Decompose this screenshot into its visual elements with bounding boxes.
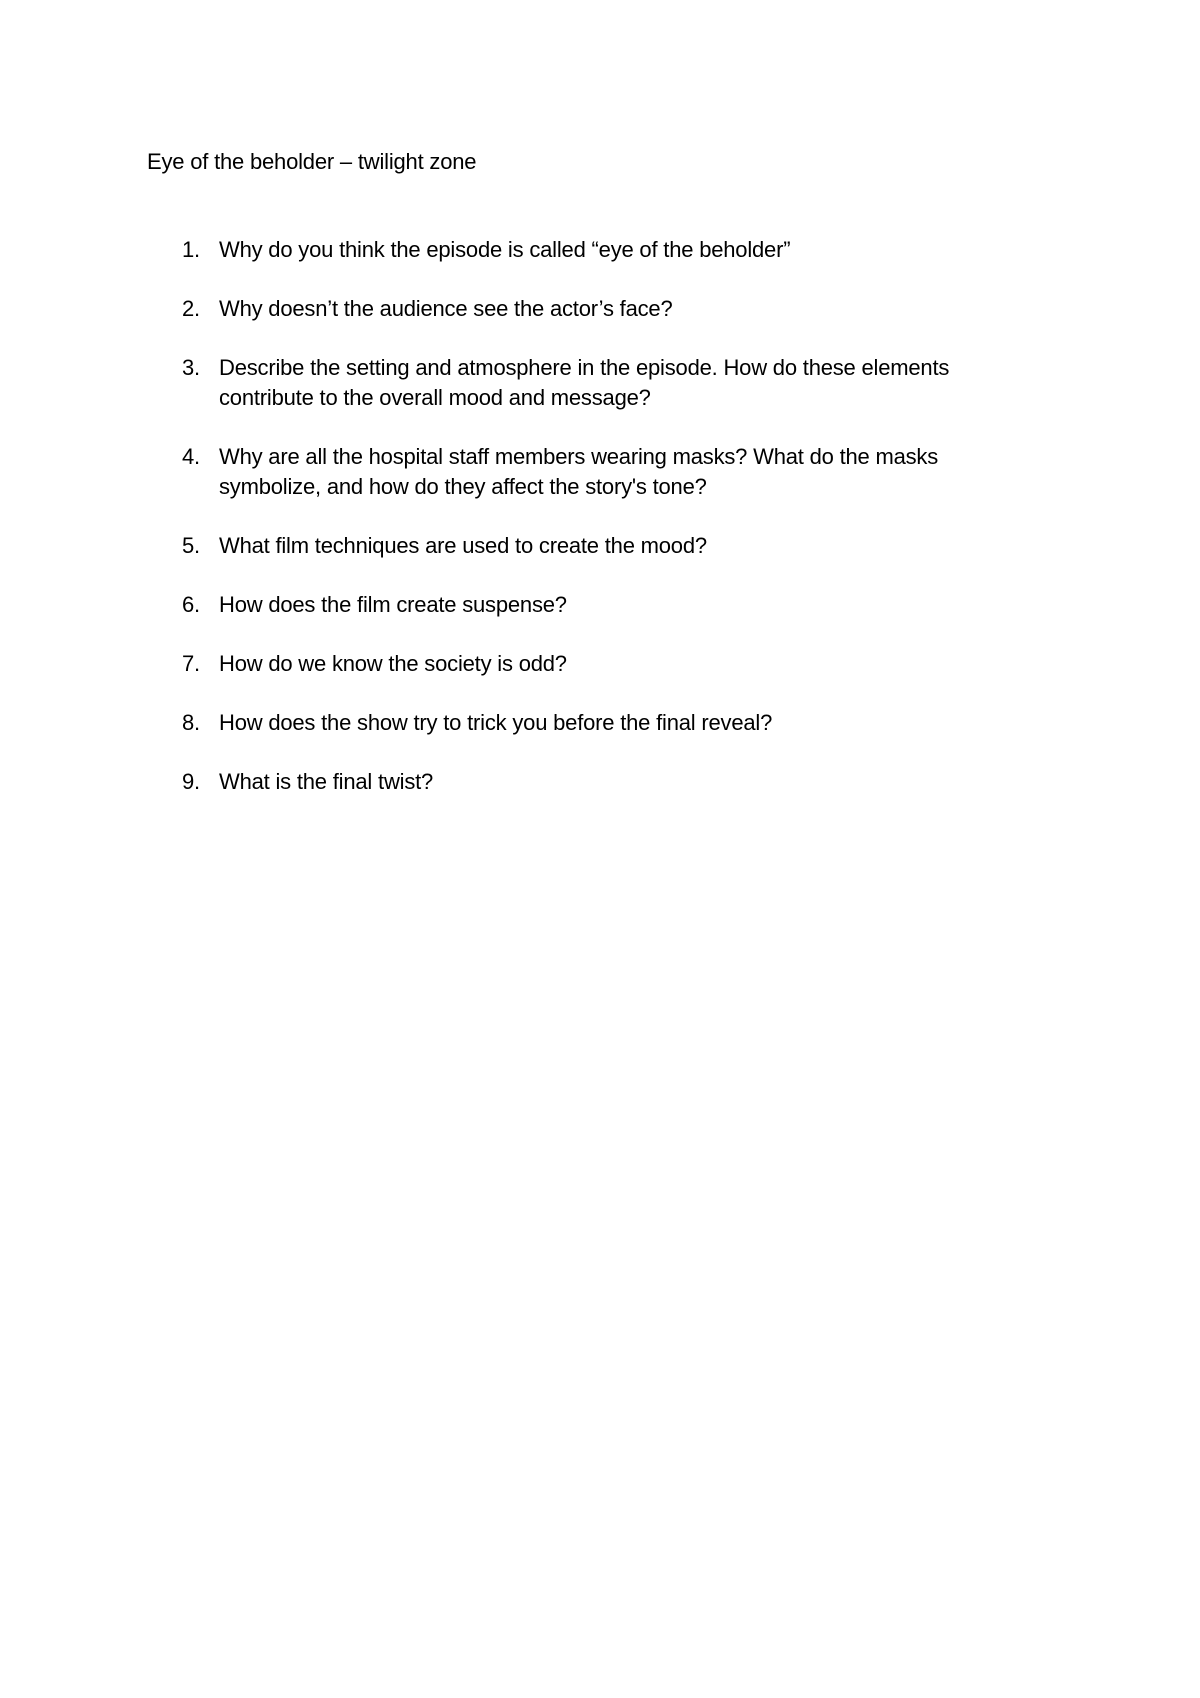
question-text: How does the film create suspense? bbox=[219, 592, 567, 617]
question-item bbox=[0, 590, 1009, 620]
question-text: What is the final twist? bbox=[219, 769, 434, 794]
question-text: How does the show try to trick you before the final reveal? bbox=[219, 710, 773, 735]
question-item bbox=[0, 235, 1009, 265]
question-item bbox=[0, 708, 1009, 738]
question-list bbox=[0, 235, 1200, 826]
question-text: How do we know the society is odd? bbox=[219, 651, 567, 676]
question-item bbox=[0, 649, 1009, 679]
question-text: Why doesn’t the audience see the actor’s face? bbox=[219, 296, 673, 321]
question-number: 8. bbox=[182, 710, 200, 735]
question-item bbox=[0, 442, 1009, 502]
question-item bbox=[0, 531, 1009, 561]
question-number: 4. bbox=[182, 444, 200, 469]
question-item bbox=[0, 353, 1009, 413]
question-number: 1. bbox=[182, 237, 200, 262]
question-item bbox=[0, 294, 1009, 324]
document-title: Eye of the beholder – twilight zone bbox=[147, 149, 477, 174]
question-number: 7. bbox=[182, 651, 200, 676]
question-text: Why are all the hospital staff members wearing masks? What do the masks symbolize, and how do they affect the story's tone? bbox=[219, 444, 939, 499]
question-number: 3. bbox=[182, 355, 200, 380]
question-item bbox=[0, 767, 1009, 797]
question-number: 5. bbox=[182, 533, 200, 558]
question-number: 9. bbox=[182, 769, 200, 794]
question-number: 6. bbox=[182, 592, 200, 617]
question-text: What film techniques are used to create the mood? bbox=[219, 533, 707, 558]
question-text: Describe the setting and atmosphere in the episode. How do these elements contribute to the overall mood and message? bbox=[219, 355, 950, 410]
question-text: Why do you think the episode is called “eye of the beholder” bbox=[219, 237, 791, 262]
question-number: 2. bbox=[182, 296, 200, 321]
